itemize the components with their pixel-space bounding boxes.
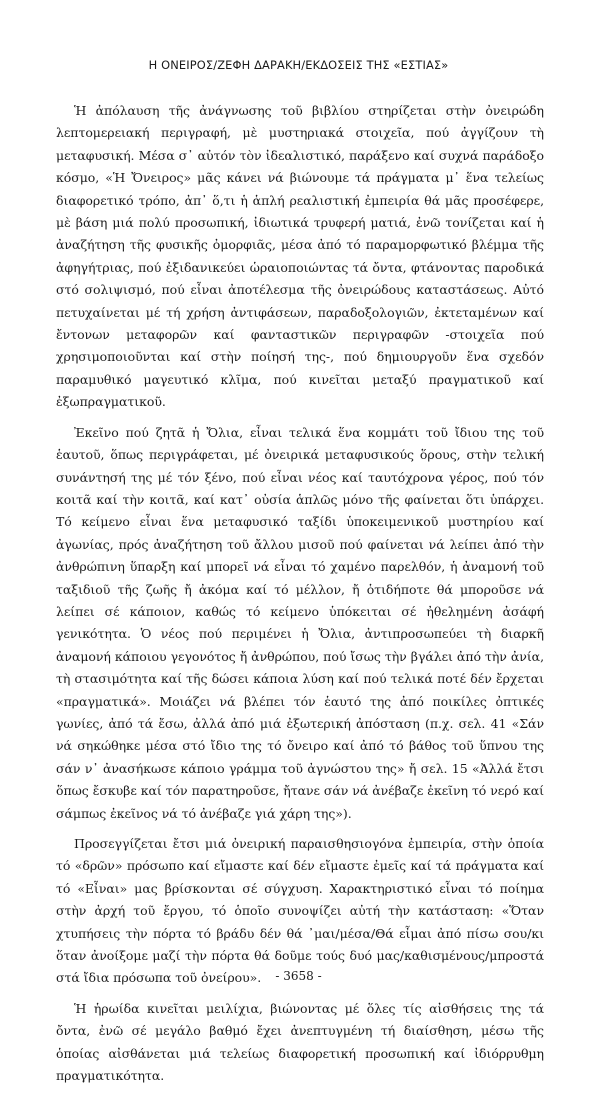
paragraph: Προσεγγίζεται ἔτσι μιά ὀνειρική παραισθησιογόνα ἐμπειρία, στὴν ὁποία τό «δρῶν» πρόσωπο καί εἴμαστε καί δέν εἴμαστε ἐμεῖς καί τά πράγματα καί τό «Εἶναι» μας βρίσκονται σέ σύγχυση. Χαρακτηριστικό εἶναι τό ποίημα στὴν ἀρχή τοῦ ἔργου, τό ὁποῖο συνοψίζει αὐτή τὴν κατάσταση: «Ὅταν χτυπήσεις τὴν πόρτα τό βράδυ δέν θά ᾽μαι/μέσα/Θά εἶμαι ἀπό πίσω σου/κι ὅταν ἀνοίξομε μαζί τὴν πόρτα θά δοῦμε τούς δυό μας/καθισμένους/μπροστά στά ἴδια πρόσωπα τοῦ ὀνείρου». — [56, 836, 544, 986]
article-body — [56, 100, 544, 1095]
paragraph: Ἡ ἀπόλαυση τῆς ἀνάγνωσης τοῦ βιβλίου στηρίζεται στὴν ὀνειρώδη λεπτομερειακή περιγραφή, μὲ μυστηριακά στοιχεῖα, πού ἀγγίζουν τὴ μεταφυσική. Μέσα σ᾽ αὐτόν τὸν ἰδεαλιστικό, παράξενο καί συχνά παράδοξο κόσμο, «Ἡ Ὄνειρος» μᾶς κάνει νά βιώνουμε τά πράγματα μ᾽ ἕνα τελείως διαφορετικό τρόπο, ἀπ᾽ ὅ,τι ἡ ἁπλή ρεαλιστική ἐμπειρία θά μᾶς προσέφερε, μὲ βάση μιά πολύ προσωπική, ἰδιωτικά τρυφερή ματιά, ἐνῶ τονίζεται καί ἡ ἀναζήτηση τῆς φυσικῆς ὀμορφιᾶς, μέσα ἀπό τό παραμορφωτικό βλέμμα τῆς ἀφηγήτριας, πού ἐξιδανικεύει ὡραιοποιώντας τά ὄντα, φτάνοντας παροδικά στό σολιψισμό, πού εἶναι ἀποτέλεσμα τῆς ὀνειρώδους καταστάσεως. Αὐτό πετυχαίνεται μέ τή χρήση ἀντιφάσεων, παραδοξολογιῶν, ἐκτεταμένων καί ἔντονων μεταφορῶν καί φανταστικῶν περιγραφῶν -στοιχεῖα πού χρησιμοποιοῦνται καί στὴν ποίησή της-, πού δημιουργοῦν ἕνα σχεδόν παραμυθικό μαγευτικό κλῖμα, πού κινεῖται μεταξύ πραγματικοῦ καί ἐξωπραγματικοῦ. — [56, 103, 544, 410]
running-header: Η ΟΝΕΙΡΟΣ/ΖΕΦΗ ΔΑΡΑΚΗ/ΕΚΔΟΣΕΙΣ ΤΗΣ «ΕΣΤΙΑΣ» — [148, 58, 449, 72]
page-number: - 3658 - — [275, 969, 322, 983]
paragraph: Ἐκεῖνο πού ζητᾶ ἡ Ὄλια, εἶναι τελικά ἕνα κομμάτι τοῦ ἴδιου της τοῦ ἑαυτοῦ, ὅπως περιγράφεται, μέ ὀνειρικά μεταφυσικούς ὅρους, στὴν τελική συνάντησή της μέ τόν ξένο, πού εἶναι νέος καί ταυτόχρονα γέρος, πού τόν κοιτᾶ καί τὴν κοιτᾶ, καί κατ᾽ οὐσία ἁπλῶς μόνο τῆς φαίνεται ὅτι ὑπάρχει. Τό κείμενο εἶναι ἕνα μεταφυσικό ταξίδι ὑποκειμενικοῦ μυστηρίου καί ἀγωνίας, πρός ἀναζήτηση τοῦ ἄλλου μισοῦ πού φαίνεται νά λείπει ἀπό τὴν ἀνθρώπινη ὕπαρξη καί μπορεῖ νά εἶναι τό χαμένο παρελθόν, ἡ ἀναμονή τοῦ ταξιδιοῦ τῆς ζωῆς ἤ ἀκόμα καί τό μέλλον, ἤ ὁτιδήποτε θά μποροῦσε νά λείπει σέ κάποιον, καθώς τό κείμενο ὑπόκειται σέ ἠθελημένη ἀσάφή γενικότητα. Ὁ νέος πού περιμένει ἡ Ὄλια, ἀντιπροσωπεύει τὴ διαρκῆ ἀναμονή κάποιου γεγονότος ἤ ἀνθρώπου, πού ἴσως τὴν βγάλει ἀπό τὴν ἀνία, τὴ στασιμότητα καί τῆς δώσει κάποια λύση καί πού τελικά ποτέ δέν ἔρχεται «πραγματικά». Μοιάζει νά βλέπει τόν ἑαυτό της ἀπό ποικίλες ὀπτικές γωνίες, ἀπό τά ἔσω, ἀλλά ἀπό μιά ἐξωτερική ἀπόσταση (π.χ. σελ. 41 «Σάν νά σηκώθηκε μέσα στό ἴδιο της τό ὄνειρο καί ἀπό τό βάθος τοῦ ὕπνου της σάν ν᾽ ἀνασήκωσε κάποιο γράμμα τοῦ ἀγνώστου της» ἤ σελ. 15 «Ἀλλά ἔτσι ὅπως ἔσκυβε καί τόν παρατηροῦσε, ἤτανε σάν νά ἀνέβαζε ἐκεῖνη τό νερό καί σάμπως ἐκεῖνος νά τό ἀνέβαζε γιά χάρη της»). — [56, 424, 544, 821]
paragraph: Ἡ ἡρωίδα κινεῖται μειλίχια, βιώνοντας μέ ὅλες τίς αἰσθήσεις της τά ὄντα, ἐνῶ σέ μεγάλο βαθμό ἔχει ἀνεπτυγμένη τή διαίσθηση, μέσω τῆς ὁποίας αἰσθάνεται μιά τελείως διαφορετική προσωπική καί ἰδιόρρυθμη πραγματικότητα. — [56, 1000, 544, 1084]
